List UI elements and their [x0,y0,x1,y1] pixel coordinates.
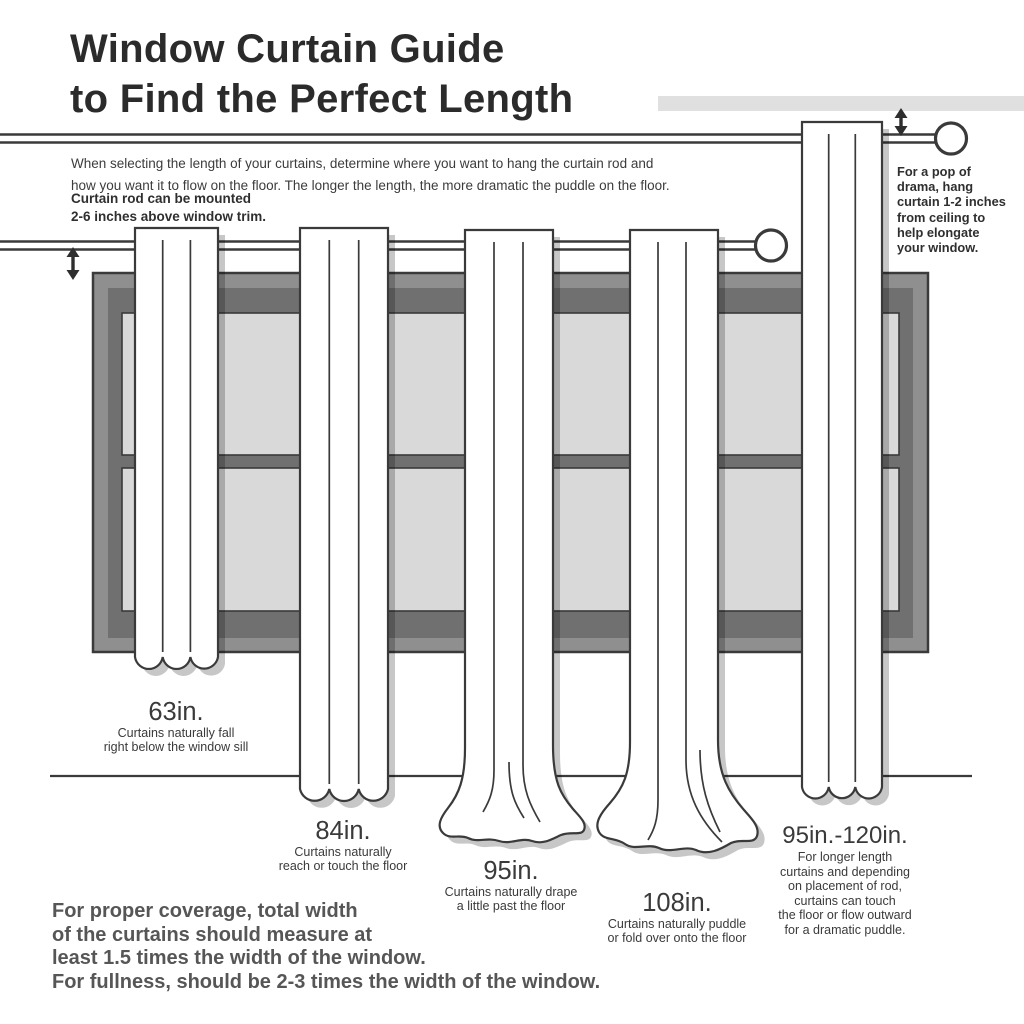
curtain-desc-line: Curtains naturally drape [444,885,578,899]
curtain-length-value: 95in. [483,857,539,885]
curtain-desc-line: the floor or flow outward [778,908,912,923]
finial-icon [936,123,967,154]
curtain-desc-line: curtains and depending [780,864,910,879]
rod-height-arrow-icon [67,247,80,280]
curtain-desc-line: reach or touch the floor [278,858,408,873]
curtain-desc-line: a little past the floor [456,898,566,913]
ceiling-note-line: from ceiling to [897,209,986,225]
curtain-desc-line: on placement of rod, [788,879,902,894]
coverage-note [52,900,600,994]
page-title [70,24,573,124]
rod-mount-note [71,190,266,226]
ceiling-hang-note [897,164,1006,255]
ceiling-bar [658,96,1024,111]
curtain-95-120in-shape [802,122,889,805]
ceiling-note-line: your window. [897,240,979,256]
coverage-note-line: of the curtains should measure at [52,923,373,946]
curtain-desc-line: Curtains naturally fall [117,726,235,740]
curtain-desc-line: For longer length [797,850,893,864]
curtain-desc-line: curtains can touch [794,893,896,908]
ceiling-note-line: For a pop of [897,164,971,179]
finial-icon [756,230,787,261]
title-line-1: Window Curtain Guide [70,27,505,71]
curtain-desc-line: or fold over onto the floor [607,930,747,945]
title-line-2: to Find the Perfect Length [70,77,574,121]
curtain-length-value: 95in.-120in. [782,822,908,849]
curtain-length-value: 63in. [148,698,204,726]
curtain-label-95-120in [745,823,945,938]
curtain-desc-line: right below the window sill [103,739,249,754]
ceiling-note-line: help elongate [897,224,980,240]
curtain-desc-line: for a dramatic puddle. [784,922,906,937]
coverage-note-line: For proper coverage, total width [52,900,358,922]
curtain-63in-shape [135,228,225,676]
curtain-84in-shape [300,228,395,808]
coverage-note-line: For fullness, should be 2-3 times the width of the window. [52,970,601,993]
coverage-note-line: least 1.5 times the width of the window. [52,947,426,969]
curtain-desc-line: Curtains naturally puddle [607,917,747,931]
curtain-length-value: 84in. [315,817,371,845]
rod-note-line-1: Curtain rod can be mounted [71,191,252,206]
intro-line-1: When selecting the length of your curtains, determine where you want to hang the curtain rod and [71,156,654,171]
curtain-length-value: 108in. [642,889,712,917]
rod-note-line-2: 2-6 inches above window trim. [71,209,267,224]
ceiling-note-line: drama, hang [897,179,974,195]
curtain-label-63in [56,699,296,755]
curtain-desc-line: Curtains naturally [294,845,392,859]
intro-line-2: how you want it to flow on the floor. The longer the length, the more dramatic the puddle on the floor. [71,177,670,193]
ceiling-gap-arrow-icon [895,108,908,136]
ceiling-note-line: curtain 1-2 inches [897,194,1006,210]
